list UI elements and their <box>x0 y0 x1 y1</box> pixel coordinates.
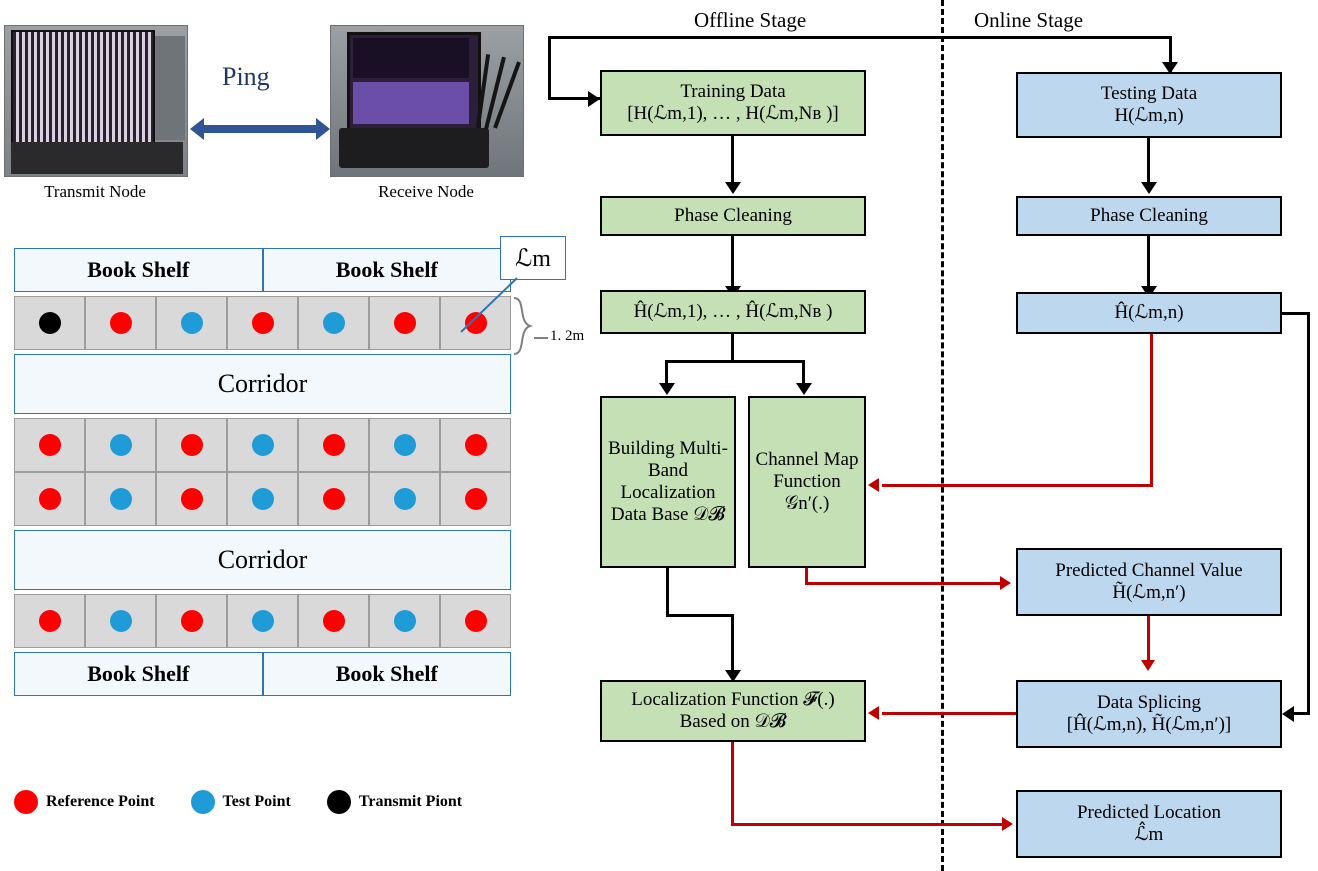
arrow-to-training-data <box>588 91 600 107</box>
test-point-dot <box>252 610 274 632</box>
predicted-channel-title: Predicted Channel Value <box>1055 560 1243 582</box>
data-splicing-title: Data Splicing <box>1097 692 1201 714</box>
arrow-training-to-cleaning <box>725 182 741 194</box>
predicted-location-node <box>1016 790 1282 858</box>
grid-cell <box>85 472 156 526</box>
legend-label: Transmit Piont <box>358 793 463 810</box>
grid-cell <box>227 594 298 648</box>
grid-cell <box>14 296 85 350</box>
reference-point-dot <box>39 488 61 510</box>
arrow-into-data-splicing <box>1282 706 1294 722</box>
phase-cleaning-online-node: Phase Cleaning <box>1016 196 1282 236</box>
offline-stage-label: Offline Stage <box>694 8 807 32</box>
legend-label: Reference Point <box>46 793 155 810</box>
grid-cell <box>440 472 511 526</box>
shelf-row-top <box>14 248 511 292</box>
row-height-brace <box>512 296 538 356</box>
grid-cell <box>369 472 440 526</box>
edge-localization-to-location-h <box>731 823 1003 826</box>
point-row-1 <box>14 296 511 350</box>
book-shelf: Book Shelf <box>14 248 263 292</box>
grid-cell <box>156 472 227 526</box>
point-row-4 <box>14 594 511 648</box>
book-shelf: Book Shelf <box>263 652 512 696</box>
testing-data-formula: H(ℒm,n) <box>1114 105 1184 126</box>
edge-channelmap-to-predicted-h <box>805 582 1001 585</box>
edge-cleaned-online-right <box>1282 312 1310 315</box>
reference-point-dot <box>252 312 274 334</box>
floor-plan-legend <box>14 790 488 814</box>
building-db-node: Building Multi-Band Localization Data Base 𝒟𝓑 <box>600 396 736 568</box>
brace-tick <box>534 337 548 339</box>
arrow-to-localization <box>868 706 879 720</box>
edge-training-to-cleaning <box>731 136 734 184</box>
reference-point-dot <box>465 610 487 632</box>
edge-testing-to-cleaning <box>1147 138 1150 184</box>
edge-db-to-localization <box>666 568 669 616</box>
test-point-dot <box>394 434 416 456</box>
grid-cell <box>369 594 440 648</box>
reference-point-dot <box>181 434 203 456</box>
shelf-row-bottom <box>14 652 511 696</box>
edge-cleaned-split-horizontal <box>665 360 805 363</box>
arrow-to-building-db <box>659 383 675 395</box>
reference-point-dot <box>110 312 132 334</box>
reference-point-dot <box>14 790 38 814</box>
predicted-location-formula: ℒ̂m <box>1134 824 1164 845</box>
book-shelf: Book Shelf <box>263 248 512 292</box>
grid-cell <box>156 296 227 350</box>
reference-point-dot <box>394 312 416 334</box>
corridor-1: Corridor <box>14 354 511 414</box>
grid-cell <box>14 594 85 648</box>
data-splicing-formula: [Ĥ(ℒm,n), H̃(ℒm,n′)] <box>1066 714 1232 735</box>
transmit-node-caption: Transmit Node <box>44 182 146 201</box>
receive-node-caption: Receive Node <box>378 182 474 201</box>
receive-node-photo <box>330 25 524 177</box>
stage-divider <box>941 0 944 871</box>
edge-cleaned-split-down <box>731 334 734 362</box>
grid-cell <box>227 418 298 472</box>
reference-point-dot <box>465 434 487 456</box>
arrow-to-channel-map <box>796 383 812 395</box>
channel-map-node: Channel Map Function 𝒢nʹ(.) <box>748 396 866 568</box>
test-point-dot <box>181 312 203 334</box>
grid-cell <box>156 418 227 472</box>
test-point-dot <box>110 610 132 632</box>
legend-item-transmit-point <box>327 790 462 814</box>
legend-label: Test Point <box>222 793 291 810</box>
row-spacing-label: 1. 2m <box>550 328 585 344</box>
predicted-channel-formula: H̃(ℒm,n′) <box>1112 582 1186 603</box>
grid-cell <box>298 418 369 472</box>
online-stage-label: Online Stage <box>974 8 1084 32</box>
arrow-to-predicted-location <box>1002 817 1013 831</box>
transmit-point-dot <box>327 790 351 814</box>
test-point-dot <box>252 434 274 456</box>
training-data-formula: [H(ℒm,1), … , H(ℒm,Nʙ )] <box>627 103 839 124</box>
grid-cell <box>85 418 156 472</box>
reference-point-dot <box>181 610 203 632</box>
book-shelf: Book Shelf <box>14 652 263 696</box>
test-point-dot <box>394 488 416 510</box>
grid-cell <box>440 418 511 472</box>
reference-point-dot <box>323 610 345 632</box>
grid-cell <box>85 296 156 350</box>
grid-cell <box>85 594 156 648</box>
ping-label: Ping <box>222 62 270 91</box>
test-point-dot <box>323 312 345 334</box>
point-row-2 <box>14 418 511 472</box>
grid-cell <box>298 594 369 648</box>
reference-point-dot <box>323 488 345 510</box>
phase-cleaning-offline-node: Phase Cleaning <box>600 196 866 236</box>
data-splicing-node <box>1016 680 1282 748</box>
transmit-node-photo <box>4 25 188 177</box>
arrow-testing-to-cleaning <box>1141 182 1157 194</box>
arrow-to-channel-map-function <box>868 478 879 492</box>
testing-data-title: Testing Data <box>1100 83 1198 105</box>
predicted-location-title: Predicted Location <box>1076 802 1222 824</box>
floor-plan <box>14 248 511 776</box>
point-row-3 <box>14 472 511 526</box>
grid-cell <box>440 594 511 648</box>
transmit-point-dot <box>39 312 61 334</box>
lm-label-box: ℒm <box>500 236 566 280</box>
reference-point-dot <box>323 434 345 456</box>
cleaned-offline-node: Ĥ(ℒm,1), … , Ĥ(ℒm,Nʙ ) <box>600 290 866 334</box>
corridor-2: Corridor <box>14 530 511 590</box>
test-point-dot <box>110 434 132 456</box>
edge-db-to-localization-down <box>731 614 734 676</box>
edge-predicted-to-splicing <box>1147 616 1150 664</box>
test-point-dot <box>191 790 215 814</box>
grid-cell <box>227 296 298 350</box>
arrow-to-predicted-channel-value <box>1000 576 1011 590</box>
grid-cell <box>156 594 227 648</box>
training-data-node <box>600 70 866 136</box>
predicted-channel-value-node <box>1016 548 1282 616</box>
grid-cell <box>14 472 85 526</box>
edge-db-to-localization-h <box>666 614 734 617</box>
testing-data-node <box>1016 72 1282 138</box>
grid-cell <box>369 418 440 472</box>
training-data-title: Training Data <box>680 81 786 103</box>
reference-point-dot <box>181 488 203 510</box>
edge-cleaned-online-to-channelmap-down <box>1150 334 1153 486</box>
arrow-to-data-splicing <box>1141 660 1155 671</box>
edge-localization-down <box>731 742 734 826</box>
edge-cleaned-online-into-splicing <box>1294 712 1310 715</box>
ping-arrow <box>190 118 330 140</box>
feed-line-horizontal <box>548 36 1172 39</box>
localization-function-node: Localization Function 𝓕(.) Based on 𝒟𝓑 <box>600 680 866 742</box>
edge-splicing-to-localization <box>882 712 1016 715</box>
cleaned-online-node: Ĥ(ℒm,n) <box>1016 292 1282 334</box>
legend-item-reference-point <box>14 790 155 814</box>
edge-cleaning-to-cleaned <box>731 236 734 290</box>
test-point-dot <box>394 610 416 632</box>
edge-cleaned-online-to-channelmap-h <box>882 484 1153 487</box>
legend-item-test-point <box>191 790 291 814</box>
edge-cleaned-online-right-down <box>1307 312 1310 714</box>
grid-cell <box>298 472 369 526</box>
grid-cell <box>298 296 369 350</box>
reference-point-dot <box>39 434 61 456</box>
edge-cleaning-online-to-cleaned <box>1147 236 1150 290</box>
reference-point-dot <box>465 488 487 510</box>
reference-point-dot <box>39 610 61 632</box>
grid-cell <box>369 296 440 350</box>
grid-cell <box>14 418 85 472</box>
test-point-dot <box>252 488 274 510</box>
test-point-dot <box>110 488 132 510</box>
feed-line-down-offline <box>548 36 551 99</box>
grid-cell <box>227 472 298 526</box>
